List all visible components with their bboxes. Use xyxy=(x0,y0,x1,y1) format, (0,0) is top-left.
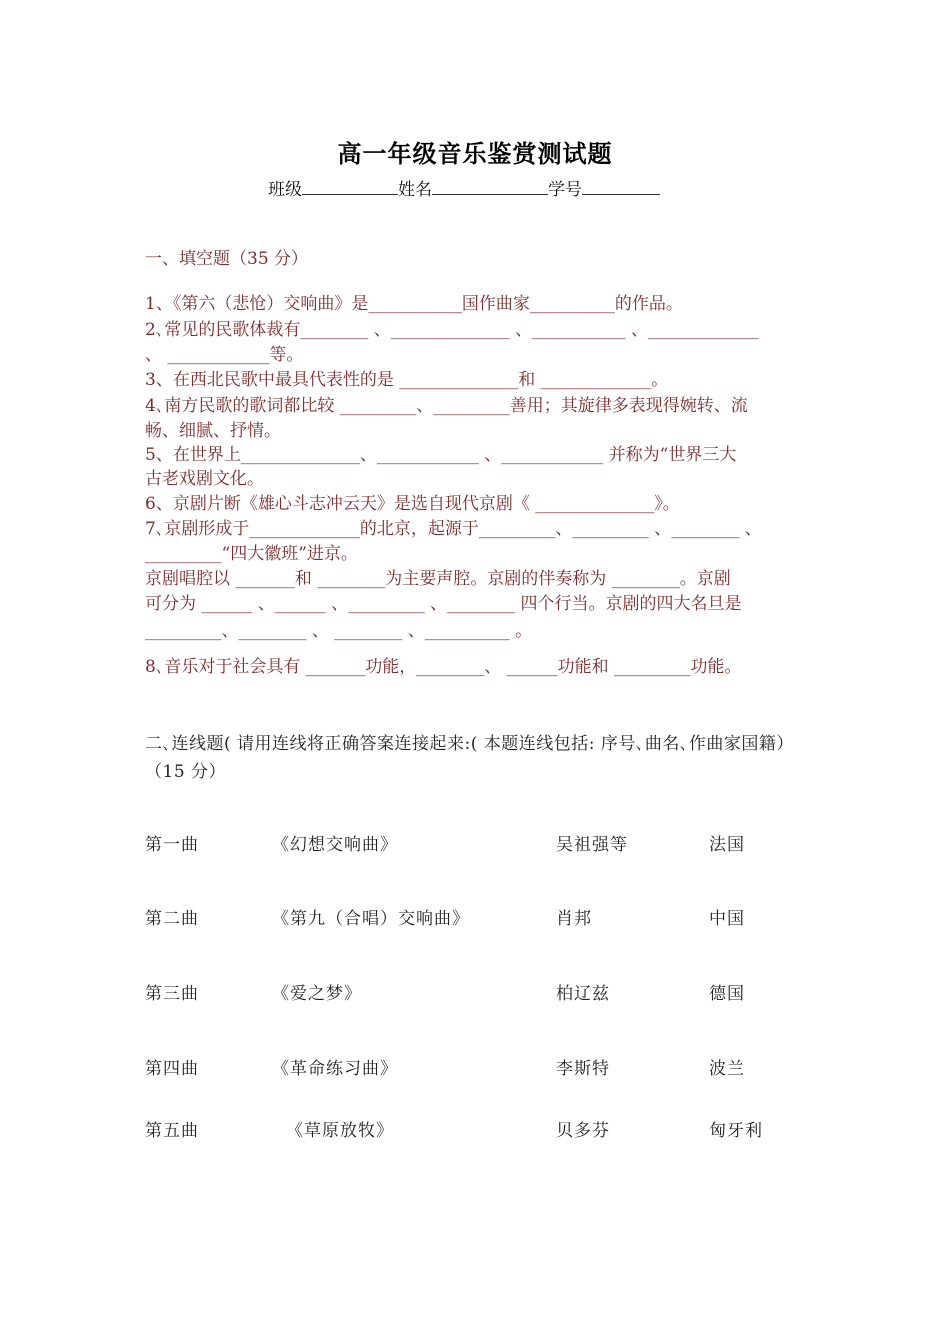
name-label: 姓名 xyxy=(398,180,432,200)
question-line: 4､南方民歌的歌词都比较 _________、_________善用；其旋律多表现得婉转、流 xyxy=(145,396,748,416)
question-line: 7､京剧形成于_____________的北京，起源于_________、_________ 、________ 、 xyxy=(145,519,762,539)
question-line: 可分为 ______ 、______ 、_________ 、________ 四个行当。京剧的四大名旦是 xyxy=(145,594,742,614)
row-composer: 吴祖强等 xyxy=(556,835,628,855)
row-country: 德国 xyxy=(709,984,745,1004)
question-line: _________“四大徽班”进京。 xyxy=(145,544,358,564)
page-title: 高一年级音乐鉴赏测试题 xyxy=(337,139,613,168)
row-number: 第五曲 xyxy=(145,1121,199,1141)
name-blank xyxy=(432,180,548,195)
question-line: _________、________ 、 ________ 、__________ 。 xyxy=(145,621,533,641)
row-number: 第三曲 xyxy=(145,984,199,1004)
row-piece: 《幻想交响曲》 xyxy=(272,835,398,855)
question-line: 5、在世界上______________、____________ 、____________ 并称为“世界三大 xyxy=(145,445,737,465)
question-line: 8､音乐对于社会具有 _______功能，________、 ______功能和 _________功能。 xyxy=(145,657,742,677)
row-country: 中国 xyxy=(709,909,745,929)
row-piece: 《第九（合唱）交响曲》 xyxy=(272,909,470,929)
row-composer: 贝多芬 xyxy=(556,1121,610,1141)
id-blank xyxy=(582,180,660,195)
row-number: 第四曲 xyxy=(145,1059,199,1079)
question-line: 2､常见的民歌体裁有________ 、______________ 、___________ 、_____________ xyxy=(145,320,759,340)
row-number: 第二曲 xyxy=(145,909,199,929)
question-line: 古老戏剧文化。 xyxy=(145,469,264,489)
row-country: 法国 xyxy=(709,835,745,855)
student-info-line xyxy=(268,175,660,200)
row-composer: 柏辽兹 xyxy=(556,984,610,1004)
question-line: 6、京剧片断《雄心斗志冲云天》是选自现代京剧《 ______________》。 xyxy=(145,494,680,514)
row-country: 匈牙利 xyxy=(709,1121,763,1141)
row-composer: 李斯特 xyxy=(556,1059,610,1079)
question-line: 京剧唱腔以 _______和 ________为主要声腔。京剧的伴奏称为 ________。京剧 xyxy=(145,569,731,589)
question-line: 1、《第六（悲怆）交响曲》是___________国作曲家__________的作品。 xyxy=(145,294,683,314)
row-country: 波兰 xyxy=(709,1059,745,1079)
id-label: 学号 xyxy=(548,180,582,200)
row-number: 第一曲 xyxy=(145,835,199,855)
section2-heading: 二､连线题( 请用连线将正确答案连接起来:( 本题连线包括: 序号､曲名､作曲家国籍）（15 分） xyxy=(145,734,794,782)
question-line: 畅、细腻、抒情。 xyxy=(145,421,281,441)
row-piece: 《草原放牧》 xyxy=(286,1121,394,1141)
row-composer: 肖邦 xyxy=(556,909,592,929)
class-label: 班级 xyxy=(268,180,302,200)
class-blank xyxy=(302,180,398,195)
question-line: 、 ____________等。 xyxy=(145,345,304,365)
section1-heading: 一、填空题（35 分） xyxy=(145,249,309,269)
row-piece: 《爱之梦》 xyxy=(272,984,362,1004)
question-line: 3、在西北民歌中最具代表性的是 ______________和 _____________。 xyxy=(145,370,669,390)
row-piece: 《革命练习曲》 xyxy=(272,1059,398,1079)
